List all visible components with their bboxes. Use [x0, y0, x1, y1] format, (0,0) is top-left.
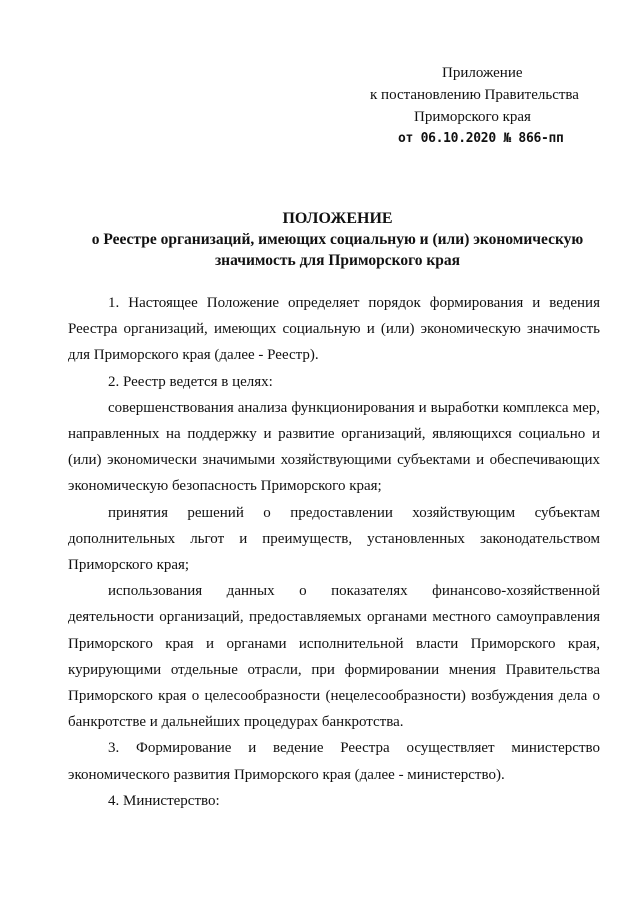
appendix-region: Приморского края: [414, 109, 531, 125]
appendix-header: [350, 62, 590, 150]
resolution-stamp: от 06.10.2020 № 866-пп: [398, 131, 564, 146]
appendix-label: Приложение: [442, 65, 523, 81]
paragraph-2-goal-1: совершенствования анализа функционирования и выработки комплекса мер, направленных на поддержку и развитие организаций, являющихся социально и (или) экономически значимыми хозяйствующими субъектами и обеспечивающих экономическую безопасность Приморского края;: [68, 399, 600, 495]
paragraph-4: 4. Министерство:: [108, 792, 220, 809]
title-main: ПОЛОЖЕНИЕ: [282, 210, 393, 227]
paragraph-3: 3. Формирование и ведение Реестра осуществляет министерство экономического развития Приморского края (далее - министерство).: [68, 740, 600, 783]
document-body: [68, 290, 600, 814]
paragraph-2-goal-3: использования данных о показателях финансово-хозяйственной деятельности организаций, предоставляемых органами местного самоуправления Приморского края и органами исполнительной власти Приморского края, курирующими отдельные отрасли, при формировании мнения Правительства Приморского края о целесообразности (нецелесообразности) возбуждения дела о банкротстве и дальнейших процедурах банкротства.: [68, 583, 600, 731]
document-title: [50, 208, 625, 271]
paragraph-2-goal-2: принятия решений о предоставлении хозяйствующим субъектам дополнительных льгот и преимуществ, установленных законодательством Приморского края;: [68, 504, 600, 574]
appendix-to-resolution: к постановлению Правительства: [370, 87, 579, 103]
title-subtitle-line-1: о Реестре организаций, имеющих социальную и (или) экономическую: [91, 231, 584, 248]
paragraph-1: 1. Настоящее Положение определяет порядок формирования и ведения Реестра организаций, имеющих социальную и (или) экономическую значимость для Приморского края (далее - Реестр).: [68, 295, 600, 364]
title-subtitle-line-2: значимость для Приморского края: [214, 252, 461, 269]
paragraph-2: 2. Реестр ведется в целях:: [108, 373, 273, 390]
